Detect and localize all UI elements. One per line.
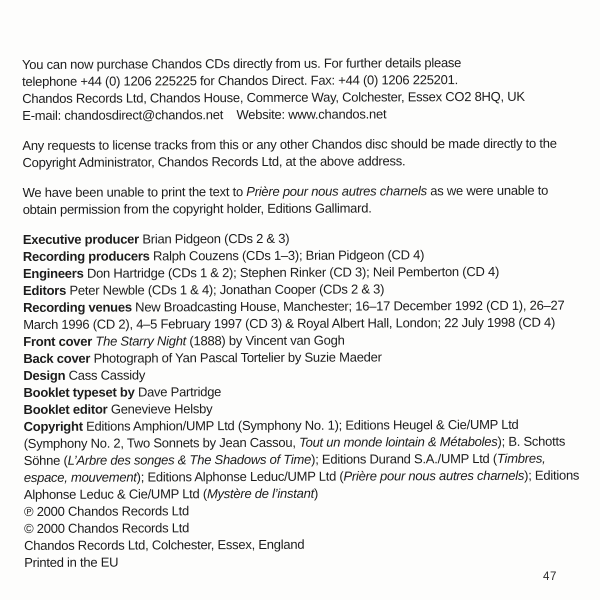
text-segment: The Starry Night [95,333,187,349]
credit-label: Copyright [23,418,83,434]
text-segment: Dave Partridge [134,384,222,400]
credit-label: Design [23,367,66,383]
credit-label: Back cover [23,350,91,366]
text-segment: Printed in the EU [24,554,119,570]
text-segment: Editions Amphion/UMP Ltd (Symphony No. 1); Editions Heugel & Cie/UMP Ltd [82,416,519,434]
text-content [22,54,596,584]
credit-label: Executive producer [22,231,139,247]
credit-label: Front cover [23,333,93,349]
text-line [22,135,594,154]
text-segment: ℗ 2000 Chandos Records Ltd [23,503,189,519]
credit-label: Recording producers [22,248,150,264]
text-segment: Prière pour nous autres charnels [246,183,427,200]
text-segment: Tout un monde lointain & Métaboles [299,433,498,450]
text-line [22,105,594,124]
text-segment: E-mail: chandosdirect@chandos.net Website: www.chandos.net [22,106,387,123]
credit-label: Booklet editor [23,401,108,417]
text-segment: as we were unable to [426,182,549,199]
text-segment: ); B. Schotts [497,433,566,449]
text-segment: Alphonse Leduc & Cie/UMP Ltd ( [23,486,207,502]
text-segment: ); Editions Durand S.A./UMP Ltd ( [311,450,497,467]
text-line [24,551,596,570]
text-segment: obtain permission from the copyright holder, Editions Gallimard. [22,200,372,217]
page-number: 47 [543,571,557,583]
text-segment: Copyright Administrator, Chandos Records Ltd, at the above address. [22,153,406,170]
text-segment: ) [313,485,319,501]
text-segment: You can now purchase Chandos CDs directly from us. For further details please [22,55,462,72]
text-segment: telephone +44 (0) 1206 225225 for Chandos Direct. Fax: +44 (0) 1206 225201. [22,72,458,89]
text-segment: Ralph Couzens (CDs 1–3); Brian Pidgeon (CD 4) [149,247,425,264]
text-segment: Chandos Records Ltd, Colchester, Essex, England [24,536,305,553]
text-segment: Brian Pidgeon (CDs 2 & 3) [138,230,290,247]
license-request-paragraph [22,135,594,171]
text-segment: Cass Cassidy [65,367,146,383]
text-line [22,88,594,107]
text-segment: espace, mouvement [23,469,137,485]
text-line [23,182,595,201]
credit-label: Recording venues [23,299,132,315]
credit-label: Booklet typeset by [23,384,135,400]
text-line [23,314,595,333]
purchase-contact-paragraph [22,54,594,124]
credit-label: Engineers [22,265,84,281]
text-line [23,199,595,218]
text-segment: Peter Newble (CDs 1 & 4); Jonathan Cooper (CDs 2 & 3) [66,281,385,298]
text-segment: Don Hartridge (CDs 1 & 2); Stephen Rinker (CD 3); Neil Pemberton (CD 4) [83,263,500,281]
text-segment: (1888) by Vincent van Gogh [186,332,345,349]
text-segment: Genevieve Helsby [107,401,213,417]
text-segment: New Broadcasting House, Manchester; 16–17 December 1992 (CD 1), 26–27 [131,297,565,315]
text-line [24,467,596,486]
text-segment: Mystère de l’instant [206,485,314,502]
text-segment: © 2000 Chandos Records Ltd [24,520,190,536]
text-segment: ); Editions [524,467,580,483]
credit-label: Editors [22,282,67,298]
text-segment: L’Arbre des songes & The Shadows of Time [67,451,312,468]
text-segment: (Symphony No. 2, Two Sonnets by Jean Cassou, [23,434,300,451]
text-segment: Prière pour nous autres charnels [343,467,525,484]
text-segment: Photograph of Yan Pascal Tortelier by Suzie Maeder [90,349,382,366]
text-segment: We have been unable to print the text to [22,184,247,200]
text-segment: Any requests to license tracks from this or any other Chandos disc should be made directly to the [22,135,557,153]
text-segment: March 1996 (CD 2), 4–5 February 1997 (CD 3) & Royal Albert Hall, London; 22 July 1998 (CD 4) [23,314,556,332]
text-segment: ); Editions Alphonse Leduc/UMP Ltd ( [136,468,344,485]
text-segment: Chandos Records Ltd, Chandos House, Commerce Way, Colchester, Essex CO2 8HQ, UK [22,88,525,106]
text-segment: Söhne ( [23,452,68,468]
text-line [22,152,594,171]
permission-note-paragraph [23,182,595,218]
text-segment: Timbres, [496,450,546,466]
credits-block [23,229,596,571]
